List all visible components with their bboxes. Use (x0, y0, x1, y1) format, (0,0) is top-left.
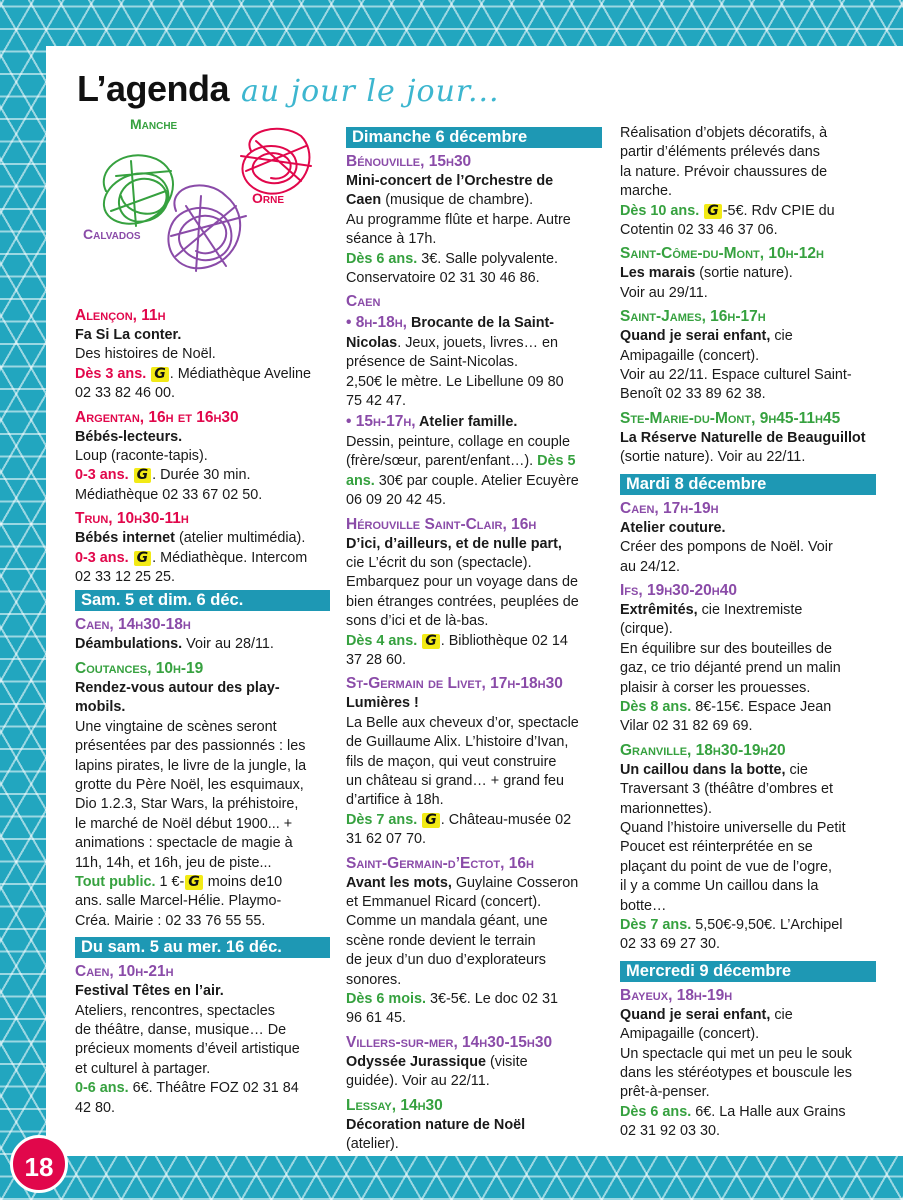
page-number: 18 (10, 1135, 68, 1193)
age-label: Dès 4 ans. (346, 632, 418, 649)
event-text: (cirque). (620, 621, 673, 638)
event-text: Loup (raconte-tapis). (75, 448, 208, 465)
free-badge: G (422, 634, 440, 649)
event-title: Quand je serai enfant, (620, 1006, 771, 1023)
event-place: Saint-James, 16h-17h (620, 308, 766, 326)
event-text: Voir au 22/11. Espace culturel Saint- (620, 367, 852, 384)
event-text: dans les stéréotypes et bouscule les (620, 1065, 852, 1082)
event-text: et culturel à partager. (75, 1060, 211, 1077)
event-text: de Guillaume Alix. L’histoire d’Ivan, (346, 734, 569, 751)
event-text: d’artifice à 18h. (346, 792, 444, 809)
event-venue: . Bibliothèque 02 14 (440, 632, 568, 649)
event-text: (musique de chambre). (381, 192, 534, 209)
event-text: sonores. (346, 971, 402, 988)
event-place: Ifs, 19h30-20h40 (620, 581, 737, 599)
event-title: La Réserve Naturelle de Beauguillot (620, 429, 866, 446)
event-text: botte… (620, 897, 667, 914)
event-text: ans. salle Marcel-Hélie. Playmo- (75, 893, 282, 910)
event-place: Caen, 14h30-18h (75, 616, 191, 634)
event-text: Dio 1.2.3, Star Wars, la préhistoire, (75, 796, 299, 813)
event-place: Bénouville, 15h30 (346, 153, 472, 170)
event-phone: Benoît 02 33 89 62 38. (620, 386, 766, 403)
age-label: Dès 3 ans. (75, 365, 147, 382)
event-place: Coutances, 10h-19 (75, 659, 204, 677)
event-phone: 06 09 20 42 45. (346, 492, 447, 509)
event-place: Caen (346, 293, 381, 311)
event-text: Créer des pompons de Noël. Voir (620, 539, 833, 556)
event-text: cie (785, 761, 808, 778)
department-scribbles (76, 116, 316, 291)
age-label: Dès 6 ans. (620, 1103, 692, 1120)
event-text: présentées par des passionnés : les (75, 738, 306, 755)
event-text: guidée). Voir au 22/11. (346, 1073, 490, 1090)
event-venue: 5,50€-9,50€. L’Archipel (691, 917, 843, 933)
event-title: Quand je serai enfant, (620, 328, 771, 345)
event-text: moins de10 (203, 873, 283, 890)
event-caen-festival (75, 961, 330, 1118)
event-text: (visite (486, 1053, 528, 1070)
date-bar-tue8: Mardi 8 décembre (620, 474, 876, 495)
event-text: Une vingtaine de scènes seront (75, 718, 277, 735)
event-text: marionnettes). (620, 800, 712, 817)
event-text: Voir au 29/11. (620, 284, 708, 301)
event-text: séance à 17h. (346, 231, 437, 248)
event-alencon (75, 305, 330, 404)
event-text: La Belle aux cheveux d’or, spectacle (346, 714, 579, 731)
event-argentan (75, 407, 330, 506)
event-info (75, 466, 330, 485)
event-text: et Emmanuel Ricard (concert). (346, 894, 542, 910)
event-text: Un spectacle qui met un peu le souk (620, 1045, 852, 1062)
agenda-page (46, 46, 903, 1156)
event-lessay (346, 1095, 602, 1155)
event-text: au 24/12. (620, 558, 681, 575)
event-bayeux (620, 985, 876, 1142)
column-right (620, 124, 876, 1142)
event-venue: 3€-5€. Le doc 02 31 (426, 991, 559, 1008)
event-time: • 15h-17h, (346, 413, 416, 431)
event-text: Ateliers, rencontres, spectacles (75, 1002, 275, 1019)
event-place: Bayeux, 18h-19h (620, 986, 733, 1004)
event-text: lapins pirates, le livre de la jungle, la (75, 757, 307, 774)
event-text: le marché de Noël début 1900... + (75, 815, 293, 832)
event-place: St-Germain de Livet, 17h-18h30 (346, 675, 563, 693)
event-text: présence de Saint-Nicolas. (346, 354, 518, 371)
event-text: Guylaine Cosseron (451, 874, 579, 891)
event-title: Lumières ! (346, 695, 419, 712)
event-text: . Jeux, jouets, livres… en (397, 334, 558, 351)
dept-label-orne: Orne (252, 190, 285, 206)
event-saint-james (620, 306, 876, 405)
age-label: Dès 5 (537, 453, 576, 470)
event-caen-multi (346, 291, 602, 510)
dept-label-calvados: Calvados (83, 226, 141, 242)
event-title: Fa Si La conter. (75, 327, 182, 343)
event-venue: . Château-musée 02 (440, 811, 572, 828)
orne-scribble (241, 129, 311, 194)
event-text: (sortie nature). (695, 265, 793, 282)
event-lessay-continued (620, 124, 876, 240)
event-text: cie L’écrit du son (spectacle). (346, 554, 532, 571)
event-ste-marie (620, 408, 876, 468)
event-title: mobils. (75, 699, 126, 716)
event-place: Saint-Côme-du-Mont, 10h-12h (620, 245, 824, 263)
event-phone: 42 80. (75, 1099, 116, 1116)
event-text: Comme un mandala géant, une (346, 913, 548, 930)
event-text: de jeux d’un duo d’explorateurs (346, 952, 547, 969)
event-text: Réalisation d’objets décoratifs, à (620, 125, 828, 141)
event-phone: 02 33 12 25 25. (75, 569, 176, 586)
event-place: Lessay, 14h30 (346, 1096, 443, 1114)
column-left (75, 302, 330, 1118)
event-text: prêt-à-penser. (620, 1084, 710, 1101)
event-herouville (346, 514, 602, 671)
event-benouville (346, 151, 602, 288)
event-text: il y a comme Un caillou dans la (620, 878, 819, 895)
date-bar-sun6: Dimanche 6 décembre (346, 127, 602, 148)
age-label: 0-3 ans. (75, 467, 129, 484)
event-text: fils de maçon, qui veut construire (346, 753, 557, 770)
event-phone: 96 61 45. (346, 1010, 407, 1027)
manche-scribble (104, 155, 173, 226)
event-venue: 3€. Salle polyvalente. (417, 250, 559, 267)
event-venue: 8€-15€. Espace Jean (691, 698, 832, 715)
calvados-scribble (168, 185, 246, 271)
event-place: Ste-Marie-du-Mont, 9h45-11h45 (620, 409, 841, 427)
event-text: cie Inextremiste (697, 601, 803, 618)
event-text: marche. (620, 183, 672, 200)
event-venue: . Médiathèque Aveline (169, 365, 312, 382)
free-badge: G (134, 468, 152, 483)
column-middle (346, 124, 602, 1154)
event-title: Avant les mots, (346, 874, 452, 891)
event-text: En équilibre sur des bouteilles de (620, 640, 832, 657)
event-phone: 02 33 82 46 00. (75, 385, 176, 402)
event-text: Amipagaille (concert). (620, 1026, 760, 1043)
event-granville (620, 740, 876, 955)
event-text: Amipagaille (concert). (620, 347, 760, 364)
event-text: la nature. Prévoir chaussures de (620, 163, 828, 180)
event-venue: . Médiathèque. Intercom (152, 549, 308, 566)
event-text: plaçant du point de vue de l’ogre, (620, 858, 833, 875)
event-text: Poucet est réinterprétée en se (620, 839, 813, 856)
event-text: 11h, 14h, et 16h, jeu de piste... (75, 854, 272, 871)
event-title: Déambulations. (75, 636, 183, 653)
event-text: 2,50€ le mètre. Le Libellune 09 80 (346, 373, 564, 390)
event-title: Caen (346, 192, 382, 209)
event-place: Hérouville Saint-Clair, 16h (346, 515, 537, 533)
free-badge: G (704, 204, 722, 219)
event-caen-couture (620, 498, 876, 577)
event-price: -5€. Rdv CPIE du (722, 202, 835, 219)
event-title: Décoration nature de Noël (346, 1116, 526, 1133)
event-phone: Cotentin 02 33 46 37 06. (620, 222, 778, 239)
event-phone: Médiathèque 02 33 67 02 50. (75, 486, 263, 503)
event-caen-deambulations (75, 614, 330, 654)
event-time: • 8h-18h, (346, 314, 407, 332)
event-place: Caen, 10h-21h (75, 963, 174, 981)
age-label: 0-6 ans. (75, 1080, 129, 1097)
event-duration: . Durée 30 min. (152, 467, 251, 484)
event-title: Bébés internet (75, 530, 175, 547)
age-label: Dès 8 ans. (620, 698, 692, 715)
age-label: Dès 7 ans. (346, 811, 418, 828)
event-text: partir d’éléments prélevés dans (620, 144, 820, 161)
event-text: (atelier multimédia). (174, 530, 306, 547)
event-saint-germain-ectot (346, 853, 602, 1029)
event-phone: Créa. Mairie : 02 33 76 55 55. (75, 912, 266, 929)
event-place: Alençon, 11h (75, 307, 166, 324)
age-label: Dès 6 ans. (346, 250, 418, 267)
event-title: Atelier couture. (620, 519, 726, 536)
title-main: L’agenda (77, 68, 230, 109)
event-place: Trun, 10h30-11h (75, 510, 189, 528)
event-coutances (75, 658, 330, 931)
event-text: Traversant 3 (théâtre d’ombres et (620, 781, 834, 798)
event-title: Atelier famille. (415, 414, 518, 431)
event-text: (sortie nature). Voir au 22/11. (620, 449, 806, 466)
event-text: sons d’ici et de là-bas. (346, 613, 489, 630)
event-phone: Conservatoire 02 31 30 46 86. (346, 270, 540, 287)
event-text: précieux moments d’éveil artistique (75, 1041, 300, 1058)
page-title (77, 68, 500, 118)
event-title: Festival Têtes en l’air. (75, 983, 224, 1000)
event-venue: 30€ par couple. Atelier Ecuyère (374, 472, 579, 489)
event-title: Extrêmités, (620, 601, 698, 618)
event-title: Rendez-vous autour des play- (75, 679, 280, 696)
age-label: Tout public. (75, 873, 156, 890)
event-title: Brocante de la Saint- (406, 315, 555, 332)
event-venue: 6€. Théâtre FOZ 02 31 84 (128, 1080, 299, 1097)
free-badge: G (422, 813, 440, 828)
event-text: bien étranges contrées, peuplées de (346, 593, 579, 610)
event-price: 1 €- (155, 873, 185, 890)
event-info (75, 365, 330, 384)
age-label: ans. (346, 472, 375, 489)
dept-label-manche: Manche (130, 116, 178, 132)
event-title: Odyssée Jurassique (346, 1053, 486, 1070)
event-place: Caen, 17h-19h (620, 499, 719, 517)
age-label: Dès 7 ans. (620, 917, 692, 933)
event-phone: 75 42 47. (346, 393, 407, 410)
event-text: animations : spectacle de magie à (75, 835, 293, 852)
event-title: Un caillou dans la botte, (620, 761, 786, 778)
age-label: Dès 10 ans. (620, 202, 700, 219)
event-title: Bébés-lecteurs. (75, 428, 183, 445)
event-place: Argentan, 16h et 16h30 (75, 408, 239, 426)
event-text: gaz, ce trio déjanté prend un malin (620, 660, 841, 677)
free-badge: G (185, 875, 203, 890)
event-text: grotte du Père Noël, les esquimaux, (75, 776, 304, 793)
event-place: Saint-Germain-d’Ectot, 16h (346, 854, 534, 872)
event-st-germain-livet (346, 673, 602, 849)
date-bar-sat5-wed16: Du sam. 5 au mer. 16 déc. (75, 937, 330, 958)
event-text: Embarquez pour un voyage dans de (346, 574, 579, 591)
age-label: 0-3 ans. (75, 549, 129, 566)
event-trun (75, 508, 330, 587)
event-text: Dessin, peinture, collage en couple (346, 433, 570, 450)
event-text: plaisir à corser les prouesses. (620, 679, 811, 696)
event-phone: 31 62 07 70. (346, 831, 427, 848)
event-saint-come (620, 243, 876, 303)
event-text: Des histoires de Noël. (75, 346, 216, 363)
event-phone: Vilar 02 31 82 69 69. (620, 718, 753, 735)
event-text: de théâtre, danse, musique… De (75, 1021, 287, 1038)
date-bar-wed9: Mercredi 9 décembre (620, 961, 876, 982)
event-text: cie (770, 1006, 793, 1023)
date-bar-sat5-sun6: Sam. 5 et dim. 6 déc. (75, 590, 330, 611)
event-title: Les marais (620, 265, 696, 282)
free-badge: G (151, 367, 169, 382)
event-text: (atelier). (346, 1136, 399, 1153)
event-title: D’ici, d’ailleurs, et de nulle part, (346, 535, 562, 552)
event-text: Voir au 28/11. (182, 636, 274, 653)
event-villers (346, 1032, 602, 1092)
event-phone: 02 31 92 03 30. (620, 1123, 721, 1140)
event-text: cie (770, 328, 793, 345)
event-title: Nicolas (346, 334, 398, 351)
title-handwritten: au jour le jour... (241, 74, 500, 109)
event-place: Granville, 18h30-19h20 (620, 741, 786, 759)
event-text: Au programme flûte et harpe. Autre (346, 211, 571, 228)
event-text: scène ronde devient le terrain (346, 932, 536, 949)
event-venue: 6€. La Halle aux Grains (691, 1103, 846, 1120)
age-label: Dès 6 mois. (346, 991, 426, 1008)
event-phone: 37 28 60. (346, 651, 407, 668)
event-place: Villers-sur-mer, 14h30-15h30 (346, 1033, 553, 1051)
event-text: un château si grand… + grand feu (346, 772, 565, 789)
event-ifs (620, 580, 876, 737)
event-text: Quand l’histoire universelle du Petit (620, 819, 846, 836)
event-phone: 02 33 69 27 30. (620, 936, 721, 953)
event-text: (frère/sœur, parent/enfant…). (346, 453, 538, 470)
event-title: Mini-concert de l’Orchestre de (346, 173, 554, 189)
free-badge: G (134, 551, 152, 566)
